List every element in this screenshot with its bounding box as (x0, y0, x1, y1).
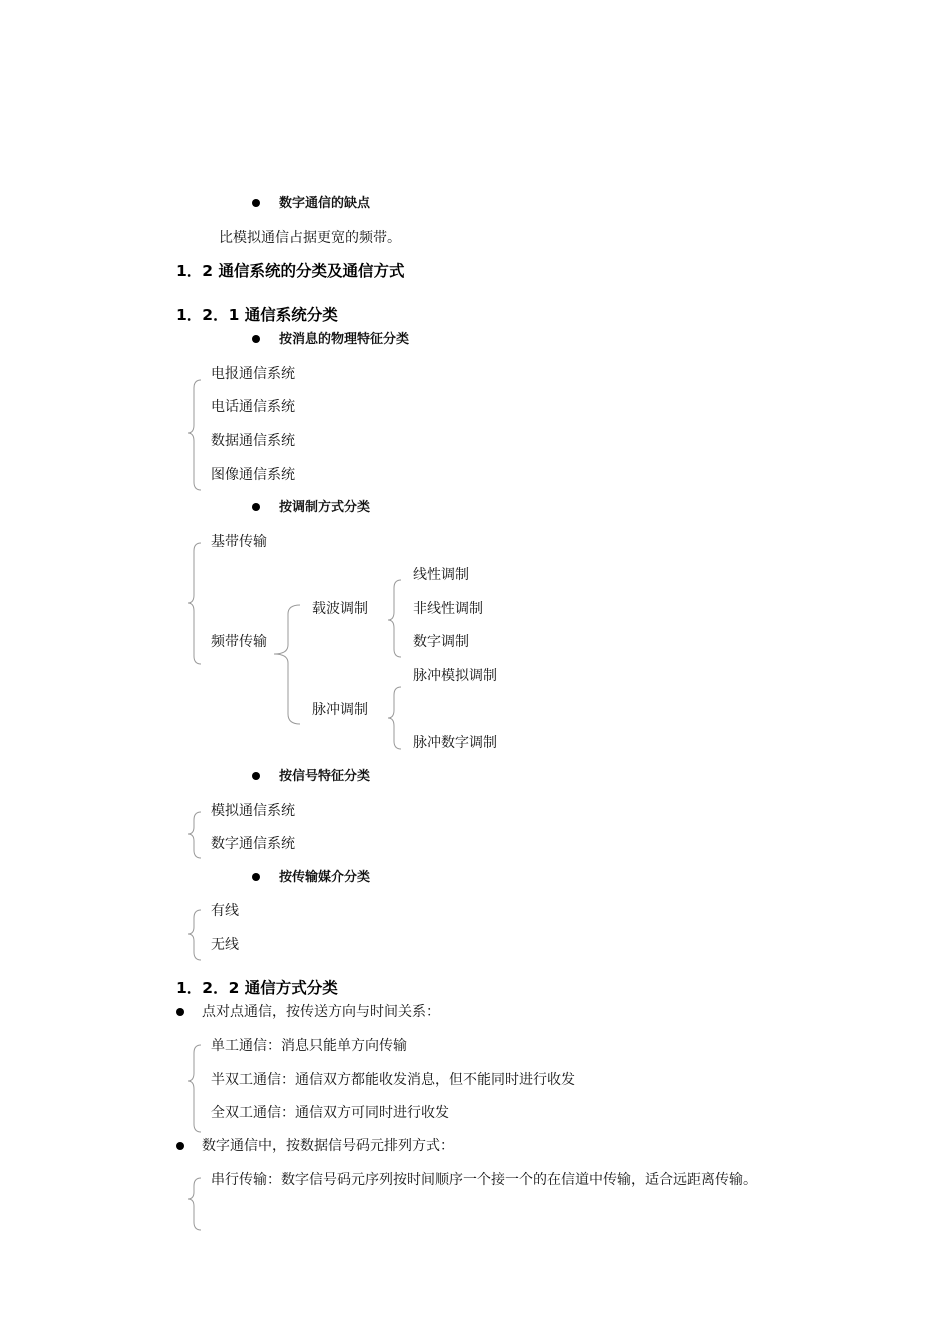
by-signal-title: 按信号特征分类 (279, 769, 371, 784)
list-item: 线性调制 (413, 567, 469, 583)
bullet-icon (252, 503, 260, 511)
heading-1-2-2: 1．2．2 通信方式分类 (176, 979, 338, 997)
list-item: 电报通信系统 (211, 366, 295, 382)
list-item: 电话通信系统 (211, 399, 295, 415)
list-item: 图像通信系统 (211, 467, 295, 483)
point-to-point-title: 点对点通信，按传送方向与时间关系： (202, 1004, 440, 1020)
digital-arrangement-title: 数字通信中，按数据信号码元排列方式： (202, 1138, 454, 1154)
bullet-icon (252, 199, 260, 207)
bandpass-label: 频带传输 (211, 634, 267, 650)
bullet-icon (252, 772, 260, 780)
carrier-label: 载波调制 (312, 601, 368, 617)
by-medium-title: 按传输媒介分类 (279, 870, 371, 885)
list-item: 串行传输：数字信号码元序列按时间顺序一个接一个的在信道中传输，适合远距离传输。 (211, 1172, 757, 1188)
by-modulation-title: 按调制方式分类 (279, 500, 371, 515)
digital-disadvantage-text: 比模拟通信占据更宽的频带。 (219, 230, 401, 246)
bullet-icon (252, 335, 260, 343)
list-item: 无线 (211, 937, 239, 953)
baseband-label: 基带传输 (211, 534, 267, 550)
list-item: 脉冲数字调制 (413, 735, 497, 751)
list-item: 单工通信：消息只能单方向传输 (211, 1038, 407, 1054)
list-item: 全双工通信：通信双方可同时进行收发 (211, 1105, 449, 1121)
bullet-icon (176, 1142, 184, 1150)
bullet-icon (252, 873, 260, 881)
digital-disadvantage-title: 数字通信的缺点 (279, 196, 371, 211)
by-physical-title: 按消息的物理特征分类 (279, 332, 410, 347)
list-item: 数字调制 (413, 634, 469, 650)
heading-1-2: 1．2 通信系统的分类及通信方式 (176, 262, 405, 280)
heading-1-2-1: 1．2．1 通信系统分类 (176, 306, 338, 324)
list-item: 数字通信系统 (211, 836, 295, 852)
list-item: 数据通信系统 (211, 433, 295, 449)
list-item: 模拟通信系统 (211, 803, 295, 819)
list-item: 脉冲模拟调制 (413, 668, 497, 684)
list-item: 半双工通信：通信双方都能收发消息，但不能同时进行收发 (211, 1072, 575, 1088)
pulse-label: 脉冲调制 (312, 702, 368, 718)
bullet-icon (176, 1008, 184, 1016)
list-item: 有线 (211, 903, 239, 919)
list-item: 非线性调制 (413, 601, 483, 617)
